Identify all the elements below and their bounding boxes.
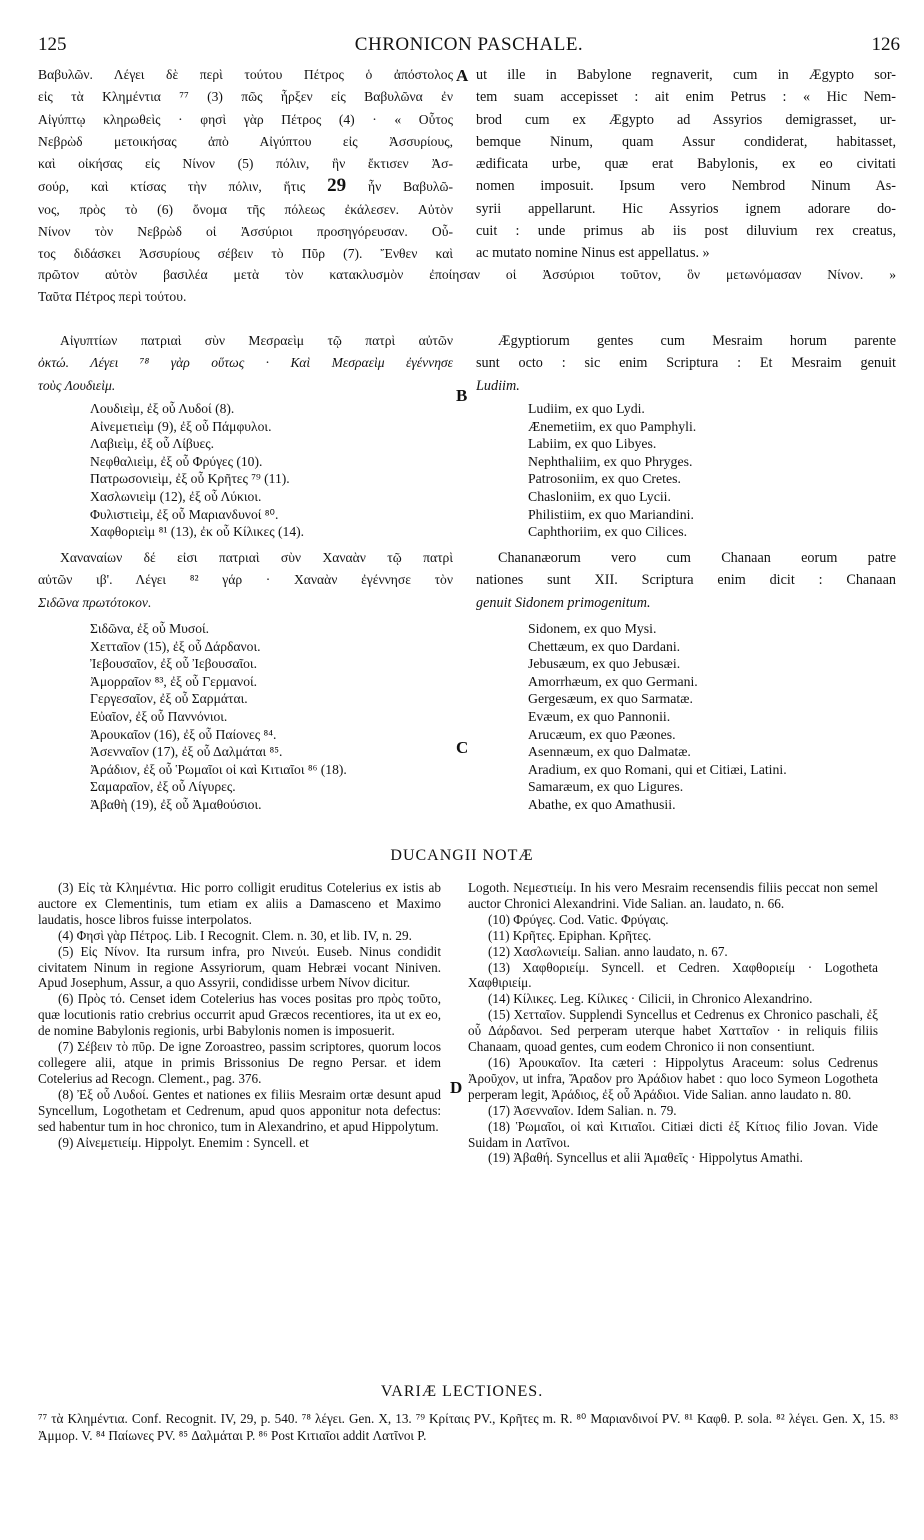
greek-line-with-page-marker: σούρ, καὶ κτίσας τὴν πόλιν, ἥτις 29 ἦν Βαβυλῶ- <box>38 175 453 197</box>
note: (15) Χετταῖον. Supplendi Syncellus et Cedrenus ex Chronico paschali, ἐξ οὗ Δάρδανοι. Sed perperam uterque habet Χατταῖον · in reliquis filiis Chanaam, quoad gentes, cum eodem Chronico ii non consentiunt. <box>468 1007 878 1055</box>
note: (10) Φρύγες. Cod. Vatic. Φρύγαις. <box>488 911 669 927</box>
greek-line: Νεβρὼδ μετοικήσας ἀπὸ Αἰγύπτου εἰς Ἀσσυρίους, <box>38 133 453 149</box>
note: (16) Ἀρουκαῖον. Ita cæteri : Hippolytus Araceum: solus Cedrenus Ἀροῦχον, ut infra, Ἄραδον pro Ἀράδιον habet : quo loco Symeon Logotheta perperam legit, Ἀράδιος, ἐξ οὗ Ἀράδιοι. Vide Salian. anno laudato n. 80. <box>468 1054 878 1102</box>
latin-line: ut ille in Babylone regnaverit, cum in Ægypto sor- <box>476 67 896 83</box>
list-item: Νεφθαλιεὶμ, ἐξ οὗ Φρύγες (10). <box>90 453 263 469</box>
running-header <box>38 34 900 60</box>
list-item: Ἀμορραῖον ⁸³, ἐξ οὗ Γερμανοί. <box>90 673 258 689</box>
latin-chanaan-intro <box>476 547 896 614</box>
greek-line: ὀκτώ. Λέγει ⁷⁸ γὰρ οὕτως · Καὶ Μεσραεὶμ ἐγέννησε <box>38 355 453 371</box>
page-number-left: 125 <box>38 34 67 55</box>
note: (8) Ἐξ οὗ Λυδοί. Gentes et nationes ex filiis Mesraim ortæ desunt apud Syncellum, Logothetam et Cedrenum, apud quos apponitur nota defectus: sed habentur tum in hoc chronico, tum in Alexandrino, et apud Hippolytum. <box>38 1086 441 1134</box>
greek-chanaan-intro <box>38 547 453 614</box>
list-item: Γεργεσαῖον, ἐξ οὗ Σαρμάται. <box>90 691 248 707</box>
list-item: Αἰνεμετιεὶμ (9), ἐξ οὗ Πάμφυλοι. <box>90 418 272 434</box>
greek-line: Νίνον τὸν Νεβρὼδ οἱ Ἀσσύριοι προσηγόρευσαν. Οὗ- <box>38 224 453 240</box>
greek-line: νος, πρὸς τὸ (6) ὄνομα τῆς πόλεως ἐκάλεσεν. Αὐτὸν <box>38 201 453 217</box>
note: (6) Πρὸς τό. Censet idem Cotelerius has voces positas pro πρὸς τοῦτο, quæ locutionis ratio crebrius occurrit apud Græcos recentiores, ita ut ex eo, de nomine Babylonis regionis, urbi Babylonis nomen is imposuerit. <box>38 991 441 1039</box>
greek-list-chanaan <box>90 620 450 814</box>
greek-line: αὐτῶν ιβ'. Λέγει ⁸² γάρ · Χαναὰν ἐγέννησε τὸν <box>38 572 453 588</box>
list-item: Σιδῶνα, ἐξ οὗ Μυσοί. <box>90 621 210 636</box>
latin-line: Chananæorum vero cum Chanaan eorum patre <box>498 550 896 566</box>
list-item: Nephthaliim, ex quo Phryges. <box>528 453 693 469</box>
list-item: Patrosoniim, ex quo Cretes. <box>528 471 681 487</box>
note: (3) Εἰς τὰ Κλημέντια. Hic porro colligit eruditus Cotelerius ex istis ab auctore ex Clementinis, tum etiam ex aliis a Damasceno et Maximo laudatis, hosce libros fuisse interpolatos. <box>38 880 441 927</box>
greek-line: τοὺς Λουδιεὶμ. <box>38 377 116 393</box>
latin-mesraim-intro <box>476 330 896 397</box>
list-item: Evæum, ex quo Pannonii. <box>528 708 671 724</box>
list-item: Asennæum, ex quo Dalmatæ. <box>528 744 691 760</box>
margin-marker-a: A <box>456 66 469 85</box>
list-item: Λουδιεὶμ, ἐξ οὗ Λυδοί (8). <box>90 401 235 416</box>
list-item: Sidonem, ex quo Mysi. <box>528 621 657 636</box>
notes-title: DUCANGII NOTÆ <box>390 847 534 864</box>
note: (7) Σέβειν τὸ πῦρ. De igne Zoroastreo, passim scriptores, quorum locos collegere alii, atque in primis Brissonius De regno Persar. et idem Cotelerius ad Recogn. Clement., pag. 376. <box>38 1039 441 1086</box>
latin-list-chanaan <box>528 620 896 814</box>
margin-marker-b: B <box>456 386 468 405</box>
list-item: Chasloniim, ex quo Lycii. <box>528 488 671 504</box>
list-item: Ἀράδιον, ἐξ οὗ Ῥωμαῖοι οἱ καὶ Κιτιαῖοι ⁸⁶ (18). <box>90 761 347 777</box>
list-item: Philistiim, ex quo Mariandini. <box>528 506 694 522</box>
greek-top-column <box>38 64 453 266</box>
page-marker-29: 29 <box>327 175 347 197</box>
list-item: Aradium, ex quo Romani, qui et Citiæi, Latini. <box>528 761 787 777</box>
greek-line: Σιδῶνα πρωτότοκον. <box>38 594 152 610</box>
list-item: Ludiim, ex quo Lydi. <box>528 401 645 416</box>
list-item: Σαμαραῖον, ἐξ οὗ Λίγυρες. <box>90 779 236 795</box>
note: (12) Χασλωνιείμ. Salian. anno laudato, n. 67. <box>488 943 728 959</box>
list-item: Χασλωνιεὶμ (12), ἐξ οὗ Λύκιοι. <box>90 488 262 504</box>
note: (11) Κρῆτες. Epiphan. Κρῆτες. <box>488 927 652 943</box>
margin-marker-c: C <box>456 738 469 757</box>
latin-list-mesraim <box>528 400 896 541</box>
list-item: Χαφθοριεὶμ ⁸¹ (13), ἐκ οὗ Κίλικες (14). <box>90 524 305 540</box>
note: (19) Ἀβαθή. Syncellus et alii Ἀμαθεῖς · Hippolytus Amathi. <box>488 1150 803 1166</box>
latin-line: tem suam accepisset : ait enim Petrus : « Hic Nem- <box>476 89 896 106</box>
greek-line: Αἰγυπτίων πατριαὶ σὺν Μεσραεὶμ τῷ πατρὶ αὐτῶν <box>60 333 453 348</box>
notes-right-column <box>468 880 878 1166</box>
latin-line: genuit Sidonem primogenitum. <box>476 594 651 611</box>
list-item: Λαβιεὶμ, ἐξ οὗ Λίβυες. <box>90 436 214 452</box>
list-item: Gergesæum, ex quo Sarmatæ. <box>528 691 693 707</box>
list-item: Amorrhæum, ex quo Germani. <box>528 673 698 689</box>
list-item: Ἰεβουσαῖον, ἐξ οὗ Ἰεβουσαῖοι. <box>90 656 257 672</box>
list-item: Labiim, ex quo Libyes. <box>528 436 657 452</box>
greek-mesraim-intro <box>38 330 453 397</box>
note: (4) Φησὶ γὰρ Πέτρος. Lib. I Recognit. Clem. n. 30, et lib. IV, n. 29. <box>58 927 412 943</box>
latin-line: nationes sunt XII. Scriptura enim dicit : Chanaan <box>476 572 896 589</box>
list-item: Jebusæum, ex quo Jebusæi. <box>528 656 681 672</box>
margin-marker-d: D <box>450 1078 463 1097</box>
note: (14) Κίλικες. Leg. Κίλικες · Cilicii, in Chronico Alexandrino. <box>488 991 813 1007</box>
list-item: Ἀβαθὴ (19), ἐξ οὗ Ἀμαθούσιοι. <box>90 796 262 812</box>
list-item: Samaræum, ex quo Ligures. <box>528 779 684 795</box>
page-number-right: 126 <box>871 34 900 55</box>
list-item: Ἀσενναῖον (17), ἐξ οὗ Δαλμάται ⁸⁵. <box>90 744 283 760</box>
note: (5) Εἰς Νίνον. Ita rursum infra, pro Νινεύι. Euseb. Ninus condidit civitatem Ninum in regione Assyriorum, quam Hebræi vocant Niniven. Apud Josephum, Assur, a quo Assyrii, condidisse urbem Νίνον dicitur. <box>38 943 441 991</box>
variae-title: VARIÆ LECTIONES. <box>380 1383 544 1400</box>
note: Logoth. Νεμεστιείμ. In his vero Mesraim recensendis filiis peccat non semel auctor Chronici Alexandrini. Vide Salian. an. laudato, n. 66. <box>468 880 878 911</box>
list-item: Caphthoriim, ex quo Cilices. <box>528 524 688 540</box>
greek-line: εἰς τὰ Κλημέντια ⁷⁷ (3) πῶς ἦρξεν εἰς Βαβυλῶνα ἐν <box>38 89 453 105</box>
list-item: Πατρωσονιεὶμ, ἐξ οὗ Κρῆτες ⁷⁹ (11). <box>90 471 290 487</box>
greek-full-line: πρῶτον αὐτὸν βασιλέα μετὰ τὸν κατακλυσμὸν ἐποίησαν οἱ Ἀσσύριοι τοῦτον, ὃν μετωνόμασαν Νίνον. » <box>38 267 896 282</box>
greek-list-mesraim <box>90 400 450 541</box>
latin-line: Ludiim. <box>476 377 520 394</box>
running-title: CHRONICON PASCHALE. <box>354 34 584 55</box>
list-item: Arucæum, ex quo Pæones. <box>528 726 676 742</box>
list-item: Abathe, ex quo Amathusii. <box>528 796 676 812</box>
latin-line: bemque Ninum, quam Assur condiderat, habitasset, <box>476 133 896 150</box>
note: (9) Αἰνεμετιείμ. Hippolyt. Enemim : Syncell. et <box>58 1134 309 1150</box>
variae-lectiones-text: ⁷⁷ τὰ Κλημέντια. Conf. Recognit. IV, 29, p. 540. ⁷⁸ λέγει. Gen. X, 13. ⁷⁹ Κρίταις PV., Κρῆτες m. R. ⁸⁰ Μαριανδινοί PV. ⁸¹ Καφθ. P. sola. ⁸² λέγει. Gen. X, 15. ⁸³ Ἀμμορ. V. ⁸⁴ Παίωνες PV. ⁸⁵ Δαλμάται P. ⁸⁶ Post Κιτιαῖοι addit Λατῖνοι P. <box>38 1411 898 1443</box>
greek-line: καὶ οἰκήσας εἰς Νίνον (5) πόλιν, ἣν ἔκτισεν Ἀσ- <box>38 156 453 172</box>
latin-line: ac mutato nomine Ninus est appellatus. » <box>476 245 710 262</box>
list-item: Ἀρουκαῖον (16), ἐξ οὗ Παίονες ⁸⁴. <box>90 726 277 742</box>
latin-line: ædificata urbe, quæ erat Babylonis, ex eo civitati <box>476 156 896 173</box>
greek-line: τος διδάσκει Ἀσσυρίους σέβειν τὸ Πῦρ (7). Ἔνθεν καὶ <box>38 246 453 262</box>
note: (18) Ῥωμαῖοι, οἱ καὶ Κιτιαῖοι. Citiæi dicti ἐξ Κίτιος filio Jovan. Vide Suidam in Λατῖνοι. <box>468 1118 878 1150</box>
latin-line: Ægyptiorum gentes cum Mesraim horum parente <box>498 333 896 349</box>
greek-line: Χαναναίων δέ εἰσι πατριαὶ σὺν Χαναὰν τῷ πατρὶ <box>60 550 453 565</box>
latin-line: sunt octo : sic enim Scriptura : Et Mesraim genuit <box>476 355 896 372</box>
latin-top-column <box>476 64 896 265</box>
greek-line: Βαβυλῶν. Λέγει δὲ περὶ τούτου Πέτρος ὁ ἀπόστολος <box>38 67 453 82</box>
list-item: Εὐαῖον, ἐξ οὗ Παννόνιοι. <box>90 708 228 724</box>
latin-line: nomen imposuit. Ipsum vero Nembrod Ninum As- <box>476 178 896 195</box>
note: (13) Χαφθοριείμ. Syncell. et Cedren. Χαφθοριείμ · Logotheta Χαφθιριείμ. <box>468 959 878 991</box>
latin-line: syrii appellarunt. Hic Assyrios ignem adorare do- <box>476 200 896 217</box>
list-item: Φυλιστιεὶμ, ἐξ οὗ Μαριανδυνοί ⁸⁰. <box>90 506 279 522</box>
greek-full-lines <box>38 264 896 309</box>
notes-left-column <box>38 880 441 1150</box>
latin-line: brod cum ex Ægypto ad Assyrios demigrasset, ur- <box>476 111 896 128</box>
list-item: Χετταῖον (15), ἐξ οὗ Δάρδανοι. <box>90 638 261 654</box>
greek-full-line: Ταῦτα Πέτρος περὶ τούτου. <box>38 289 187 305</box>
list-item: Chettæum, ex quo Dardani. <box>528 638 681 654</box>
greek-line: Αἰγύπτῳ κληρωθεὶς · φησὶ γὰρ Πέτρος (4) · « Οὗτος <box>38 111 453 127</box>
note: (17) Ἀσενναῖον. Idem Salian. n. 79. <box>488 1102 677 1118</box>
latin-line: cuit : unde primus ab iis post diluvium rex creatus, <box>476 223 896 240</box>
list-item: Ænemetiim, ex quo Pamphyli. <box>528 418 697 434</box>
